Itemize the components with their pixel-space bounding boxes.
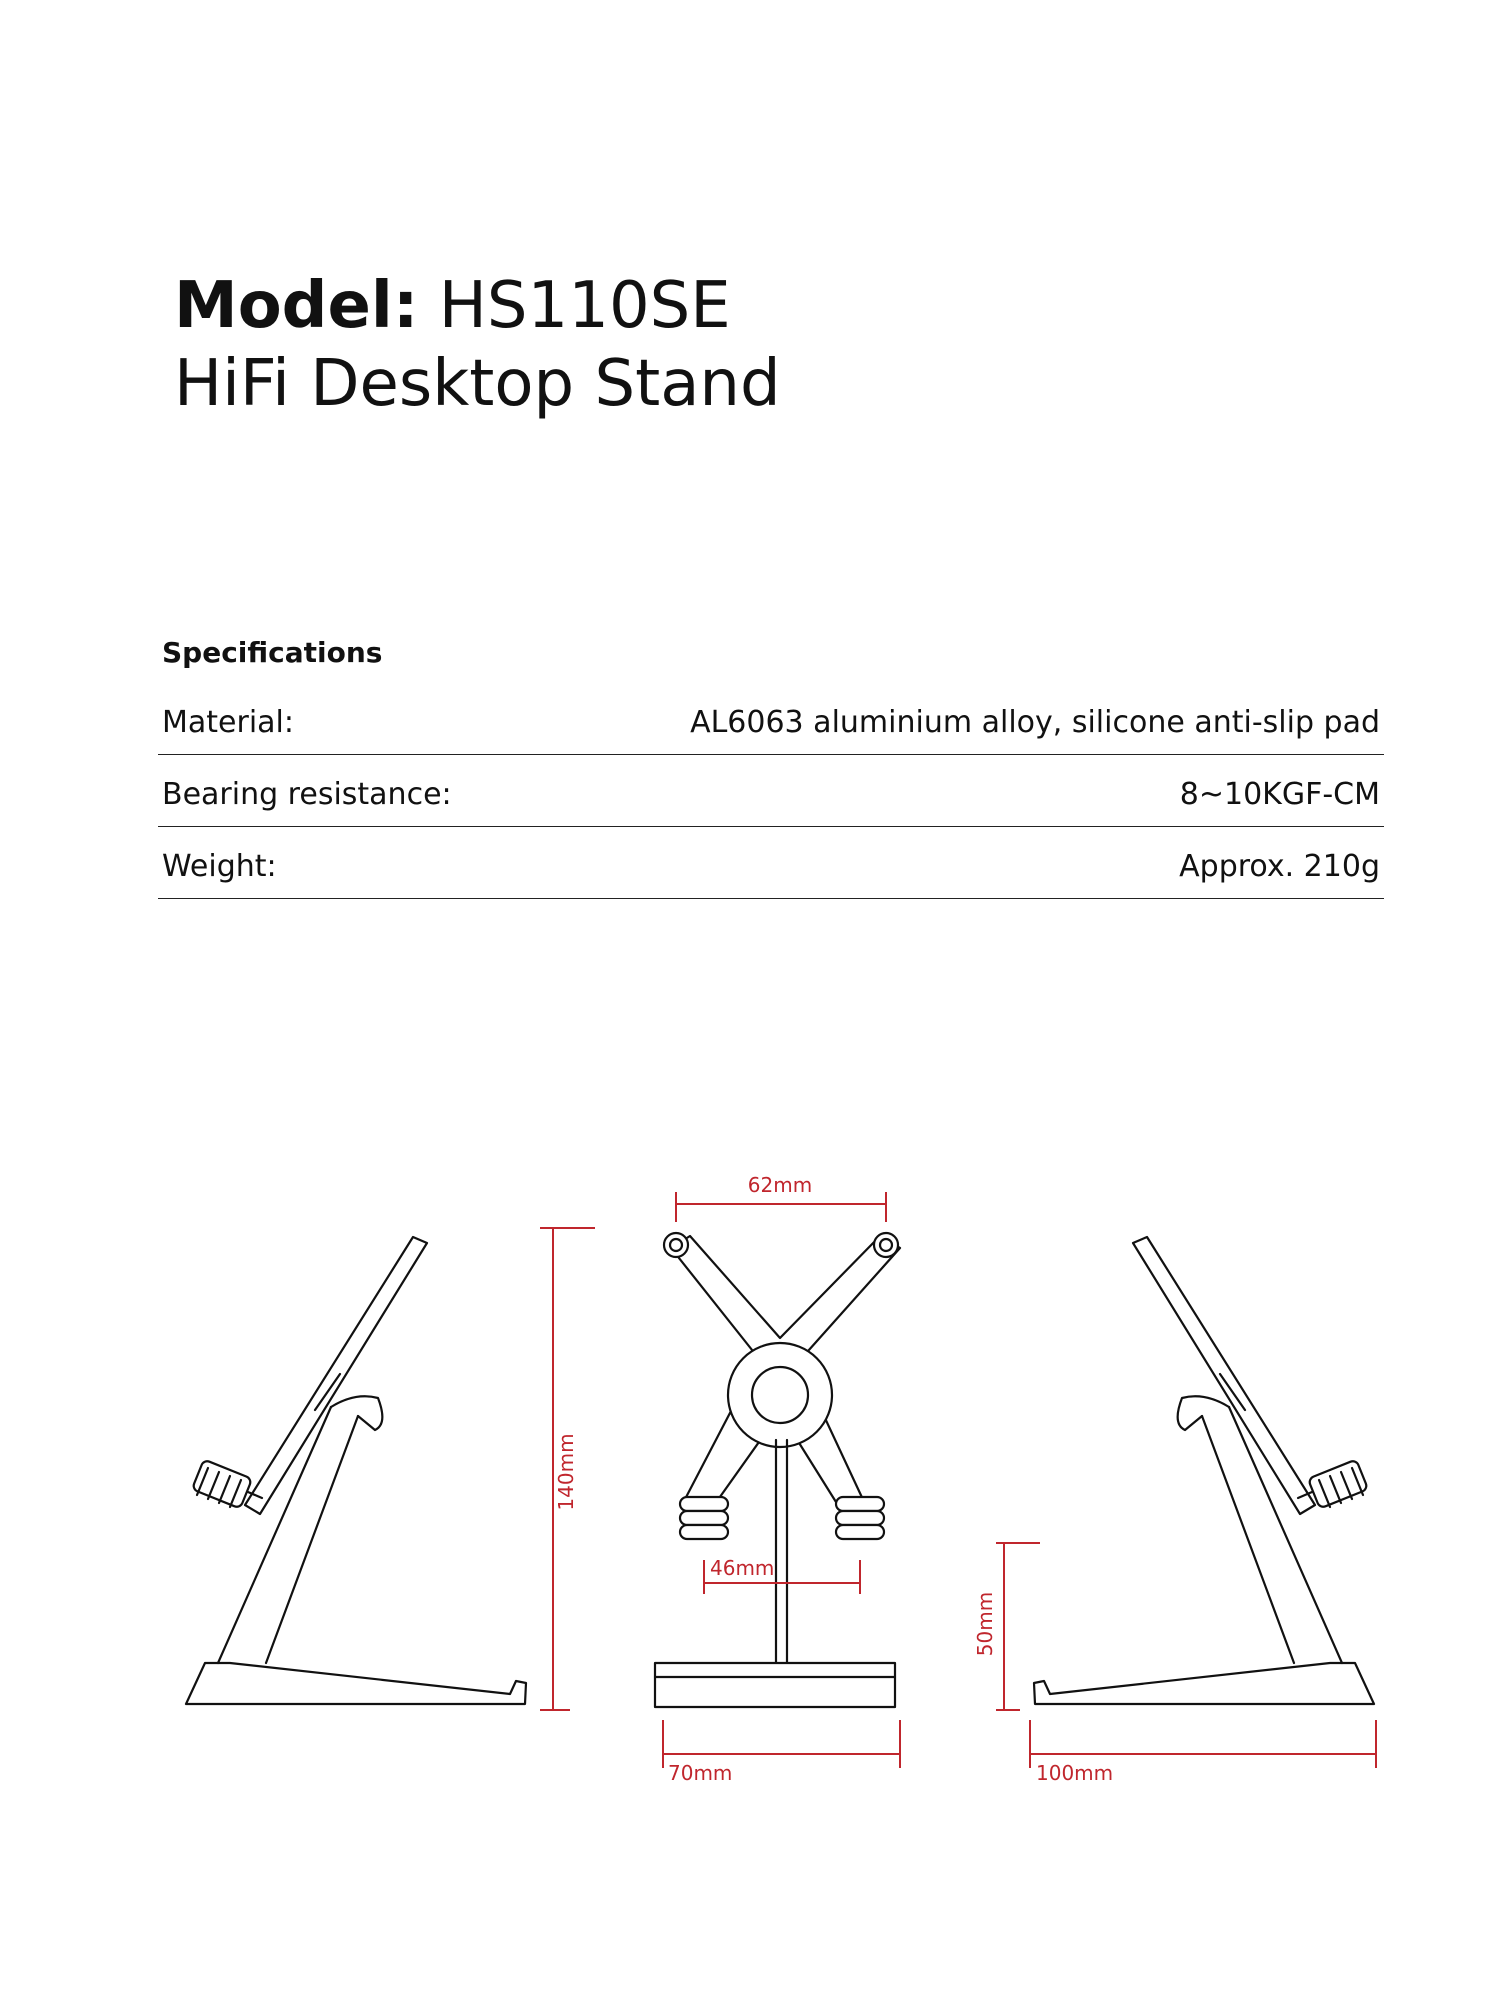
dim-label-arm-span: 62mm <box>747 1173 813 1197</box>
dim-label-base-depth: 70mm <box>668 1761 733 1785</box>
spec-value: 8~10KGF-CM <box>1179 777 1380 812</box>
dim-label-height: 140mm <box>554 1433 578 1511</box>
side-view-left <box>186 1237 526 1704</box>
model-value: HS110SE <box>438 269 731 343</box>
model-label: Model: <box>174 269 419 343</box>
side-view-right <box>1034 1237 1374 1704</box>
foot-left-icon <box>680 1497 728 1539</box>
foot-right-icon <box>836 1497 884 1539</box>
screw-knob-icon <box>1298 1459 1368 1508</box>
specifications-heading: Specifications <box>162 636 383 669</box>
spec-label: Bearing resistance: <box>162 777 452 812</box>
spec-label: Weight: <box>162 849 277 884</box>
dim-label-clamp-height: 50mm <box>973 1591 997 1657</box>
dim-label-base-width: 100mm <box>1036 1761 1114 1785</box>
dim-label-lower-span: 46mm <box>710 1556 775 1580</box>
product-name: HiFi Desktop Stand <box>174 347 781 421</box>
spec-value: Approx. 210g <box>1179 849 1380 884</box>
front-view <box>655 1233 900 1707</box>
spec-value: AL6063 aluminium alloy, silicone anti-slip pad <box>690 705 1380 740</box>
screw-knob-icon <box>192 1459 262 1508</box>
spec-label: Material: <box>162 705 294 740</box>
